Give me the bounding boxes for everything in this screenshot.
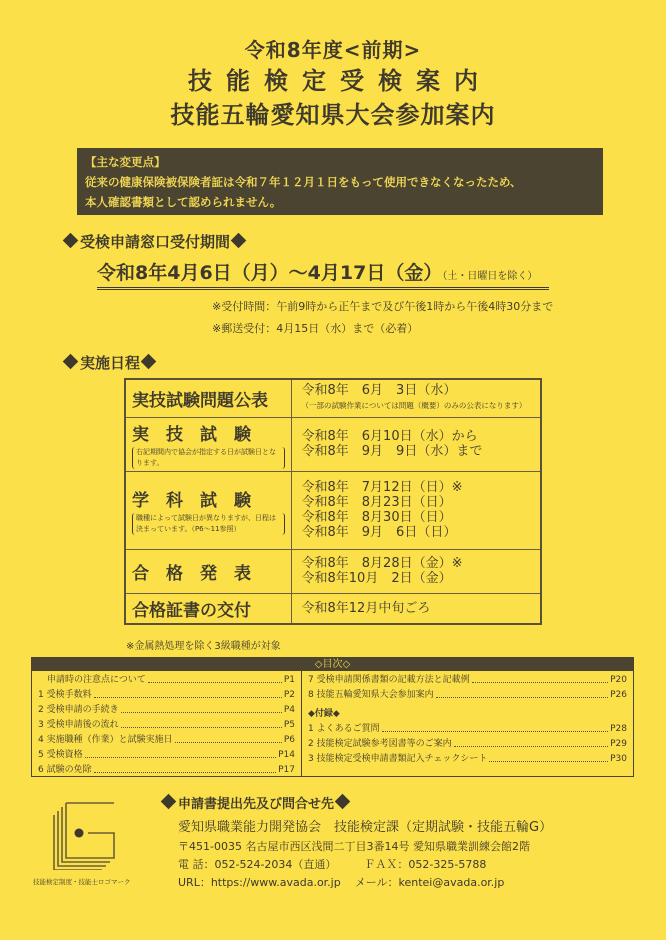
application-period-heading: 受検申請窓口受付期間 [62, 231, 248, 252]
toc-item[interactable]: 4 実施職種（作業）と試験実施日 P6 [38, 735, 295, 745]
row-value: 令和8年 7月12日（日）※ [301, 480, 463, 495]
row-value: 令和8年 8月28日（金）※ [301, 556, 463, 571]
contact-url-link[interactable]: URL：https://www.avada.or.jp [178, 876, 341, 889]
contact-fax: ＦＡＸ：052-325-5788 [364, 858, 487, 871]
row-label: 実技試験問題公表 [125, 379, 291, 417]
toc-appendix-heading: ◆付録◆ [308, 709, 340, 719]
row-value: 令和8年 6月 3日（水） [301, 383, 457, 399]
toc-item[interactable]: 5 受検資格 P14 [38, 750, 295, 760]
row-value: 令和8年 8月30日（日） [301, 510, 452, 525]
reception-hours-note: ※受付時間：午前9時から正午まで及び午後1時から午後4時30分まで [212, 300, 554, 313]
row-subnote: （一部の試験作業については問題（概要）のみの公表になります） [301, 401, 527, 411]
toc-header: ◇目次◇ [32, 658, 633, 671]
row-value: 令和8年 9月 9日（水）まで [301, 444, 483, 459]
row-value: 令和8年12月中旬ごろ [291, 593, 541, 624]
contact-section [160, 793, 552, 892]
table-row [125, 379, 541, 417]
diamond-icon [141, 354, 157, 370]
table-row [125, 549, 541, 593]
contact-email-link[interactable]: メール：kentei@avada.or.jp [354, 876, 505, 889]
row-label: 合 格 発 表 [125, 549, 291, 593]
period-exclusion: （土・日曜日を除く） [442, 271, 538, 282]
notice-line: 従来の健康保険被保険者証は令和７年１２月１日をもって使用できなくなったため、 [85, 175, 522, 189]
mail-reception-note: ※郵送受付：4月15日（水）まで（必着） [212, 322, 419, 335]
notice-heading: 【主な変更点】 [85, 155, 166, 169]
diamond-icon [161, 794, 177, 810]
diamond-icon [63, 233, 79, 249]
toc-item[interactable]: 6 試験の免除 P17 [38, 765, 295, 775]
row-value: 令和8年 8月23日（日） [301, 495, 452, 510]
toc-item[interactable]: 申請時の注意点について P1 [38, 675, 295, 685]
row-label: 学 科 試 験 [132, 490, 251, 511]
title-block [0, 36, 666, 132]
title-main: 技能検定受検案内 [188, 67, 492, 95]
contact-address: 〒451-0035 名古屋市西区浅間二丁目3番14号 愛知県職業訓練会館2階 [178, 840, 530, 853]
skill-test-logo-icon [46, 800, 116, 870]
logo-caption: 技能検定制度・技能士ロゴマーク [33, 878, 131, 886]
row-value: 令和8年10月 2日（金） [301, 571, 452, 586]
toc-item[interactable]: 3 受検申請後の流れ P5 [38, 720, 295, 730]
contact-phone: 電 話：052-524-2034（直通） [178, 858, 337, 871]
toc-right-column [302, 671, 633, 776]
table-of-contents [31, 657, 634, 777]
schedule-table [124, 378, 542, 625]
row-label: 実 技 試 験 [132, 424, 251, 445]
table-row [125, 471, 541, 549]
schedule-footnote: ※金属熱処理を除く3級職種が対象 [126, 641, 281, 652]
toc-item[interactable]: 3 技能検定受検申請書類記入チェックシート P30 [308, 754, 627, 764]
schedule-heading: 実施日程 [62, 352, 158, 373]
row-label: 合格証書の交付 [125, 593, 291, 624]
title-sub: 技能五輪愛知県大会参加案内 [170, 101, 496, 129]
change-notice-box [77, 148, 603, 215]
diamond-icon [231, 233, 247, 249]
row-value: 令和8年 9月 6日（日） [301, 525, 457, 540]
toc-item[interactable]: 7 受検申請関係書類の記載方法と記載例 P20 [308, 675, 627, 685]
contact-heading: 申請書提出先及び問合せ先 [160, 793, 552, 812]
row-note: 職種によって試験日が異なりますが、日程は決まっています。（P6～11参照） [132, 513, 285, 535]
row-value: 令和8年 6月10日（水）から [301, 429, 478, 444]
diamond-icon [335, 794, 351, 810]
notice-line: 本人確認書類として認められません。 [85, 195, 282, 209]
title-period: 令和8年度<前期> [244, 38, 422, 62]
toc-item[interactable]: 2 技能検定試験参考図書等のご案内 P29 [308, 739, 627, 749]
contact-organization: 愛知県職業能力開発協会 技能検定課（定期試験・技能五輪G） [178, 820, 553, 835]
diamond-icon [63, 354, 79, 370]
row-note: 右記期間内で協会が指定する日が試験日となります。 [132, 447, 285, 469]
toc-item[interactable]: 1 よくあるご質問 P28 [308, 724, 627, 734]
toc-item[interactable]: 2 受検申請の手続き P4 [38, 705, 295, 715]
application-period-dates: 令和8年4月6日（月）～4月17日（金）（土・日曜日を除く） [97, 258, 549, 290]
toc-item[interactable]: 1 受検手数料 P2 [38, 690, 295, 700]
toc-item[interactable]: 8 技能五輪愛知県大会参加案内 P26 [308, 690, 627, 700]
table-row [125, 417, 541, 471]
table-row [125, 593, 541, 624]
toc-left-column [32, 671, 302, 776]
